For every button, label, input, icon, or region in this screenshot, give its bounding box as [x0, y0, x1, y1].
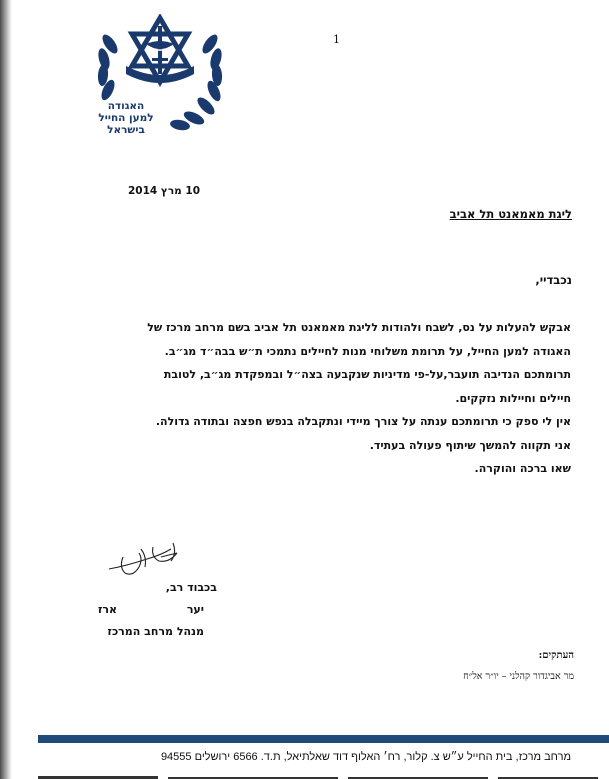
body-line: אבקש להעלות על נס, לשבח ולהודות לליגת מאמאנט תל אביב בשם מרחב מרכז של	[147, 321, 571, 334]
body-line: אין לי ספק כי תרומתכם ענתה על צורך מיידי ונתקבלה בנפש חפצה ובתודה גדולה.	[155, 415, 571, 428]
letter-body	[51, 316, 571, 481]
footer-contact-cropped	[38, 770, 609, 779]
page-number: 1	[333, 33, 340, 46]
signatory-first-name: יער	[186, 603, 204, 616]
signatory-last-name: ארז	[97, 603, 117, 616]
footer-address: מרחב מרכז, בית החייל ע״ש צ. קלור, רח׳ האלוף דוד שאלתיאל, ת.ד. 6566 ירושלים 94555	[160, 751, 571, 763]
org-name-line: בישראל	[107, 124, 145, 136]
closing: בכבוד רב,	[165, 581, 217, 594]
cc-name: מר אביגדור קהלני – יו״ר אל״ח	[463, 671, 574, 682]
recipient: ליגת מאמאנט תל אביב	[449, 207, 572, 221]
page-left-shadow	[0, 0, 12, 779]
cc-label: העתקים:	[538, 650, 574, 661]
body-line: חיילים וחיילות נזקקים.	[455, 391, 571, 405]
body-line: שאו ברכה והוקרה.	[474, 462, 571, 475]
handwritten-signature-icon	[103, 539, 193, 584]
body-line: האגודה למען החייל, על תרומת משלוחי מנות לחיילים נתמכי ת״ש בבה״ד מג״ב.	[164, 344, 571, 358]
body-line: אני תקווה להמשך שיתוף פעולה בעתיד.	[369, 438, 571, 452]
org-name-line: למען החייל	[98, 112, 154, 124]
letter-date: 10 מרץ 2014	[128, 185, 201, 197]
footer-band	[38, 735, 609, 743]
org-name-line: האגודה	[107, 100, 145, 112]
signatory-title: מנהל מרחב המרכז	[107, 625, 204, 638]
salutation: נכבדיי,	[535, 273, 572, 287]
organization-name	[96, 100, 156, 136]
body-line: תרומתכם הנדיבה תועבר,על-פי מדיניות שנקבעה בצה״ל ובמפקדת מג״ב, לטובת	[163, 368, 571, 381]
